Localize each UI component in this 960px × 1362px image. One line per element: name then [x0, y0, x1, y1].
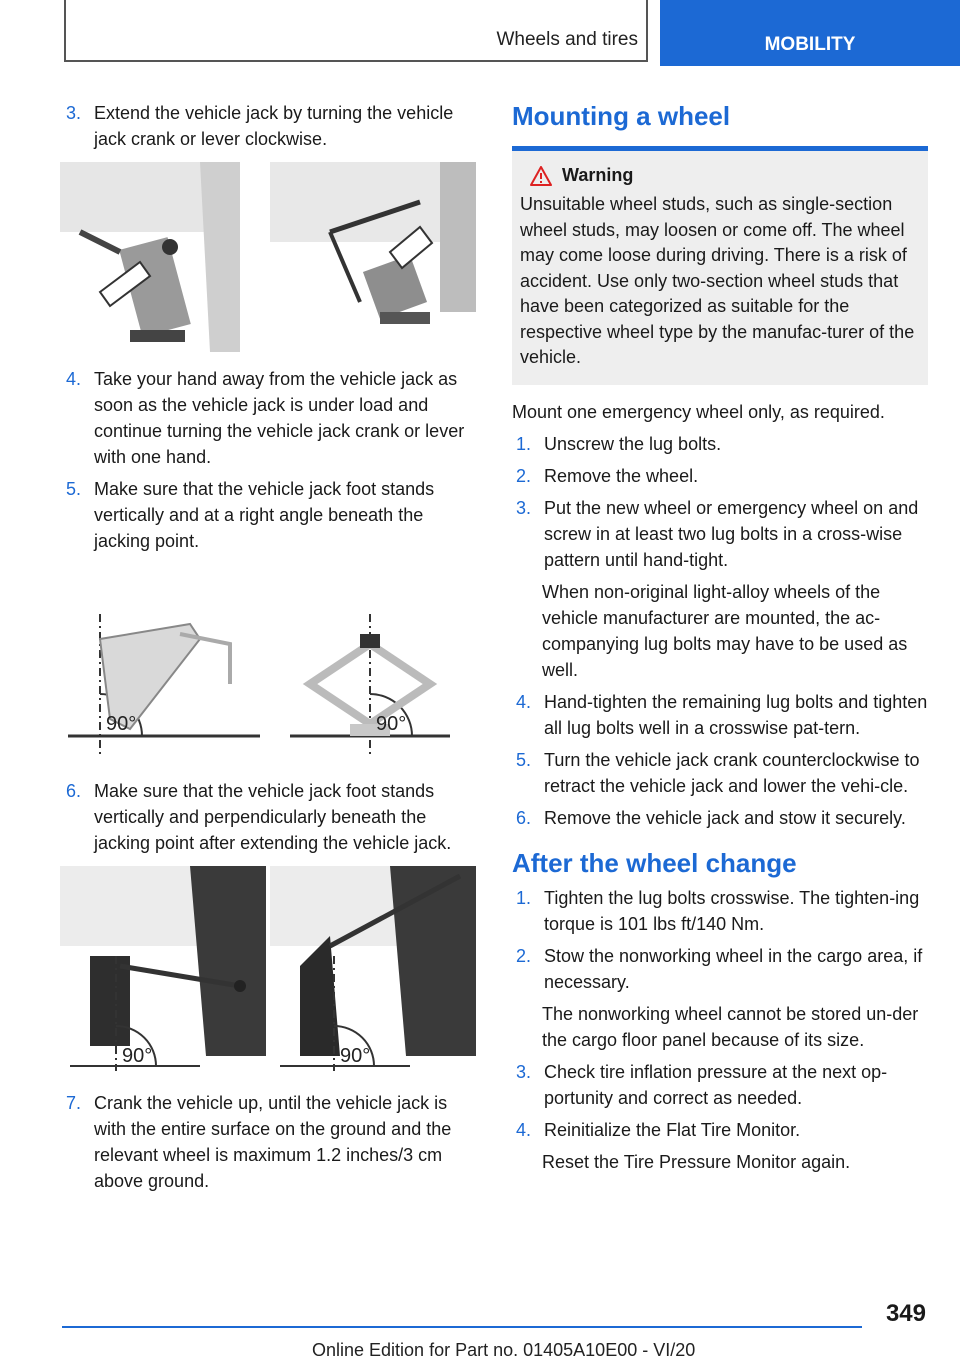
step-3 — [62, 100, 478, 152]
after-step-3 — [512, 1059, 928, 1111]
step-number: 6. — [66, 781, 82, 801]
chapter-tab: MOBILITY — [660, 0, 960, 66]
after-step-2 — [512, 943, 928, 995]
step-5 — [62, 476, 478, 554]
jack-crank-illustration-2 — [270, 162, 476, 352]
mount-step-2 — [512, 463, 928, 489]
figure-jack-perpendicular — [60, 866, 478, 1076]
mount-step-3-note: When non-original light-alloy wheels of the vehicle manufacturer are mounted, the ac-companying lug bolts may have to be used as well. — [542, 581, 908, 680]
angle-label: 90° — [376, 713, 407, 735]
step-text: Tighten the lug bolts crosswise. The tighten-ing torque is 101 lbs ft/140 Nm. — [544, 887, 920, 934]
warning-box — [512, 146, 928, 385]
step-number: 3. — [516, 497, 532, 518]
step-4 — [62, 366, 478, 470]
step-number: 2. — [516, 945, 532, 966]
step-number: 7. — [66, 1093, 82, 1113]
mount-step-6 — [512, 805, 928, 831]
mount-step-4 — [512, 689, 928, 741]
warning-header — [520, 165, 920, 186]
step-text: Check tire inflation pressure at the next op-portunity and correct as needed. — [544, 1061, 888, 1108]
angle-label: 90° — [106, 713, 137, 735]
warning-title: Warning — [562, 165, 634, 185]
angle-label: 90° — [122, 1045, 153, 1067]
step-text: Reinitialize the Flat Tire Monitor. — [544, 1119, 801, 1140]
step-number: 3. — [516, 1061, 532, 1082]
step-number: 4. — [516, 1119, 532, 1140]
step-text: Hand-tighten the remaining lug bolts and tighten all lug bolts well in a crosswise pat-tern. — [544, 691, 928, 738]
step-6 — [62, 778, 478, 856]
step-text: Turn the vehicle jack crank counterclockwise to retract the vehicle jack and lower the vehi-cle. — [544, 749, 920, 796]
page-header — [64, 0, 960, 64]
step-number: 2. — [516, 465, 532, 486]
jack-front-view-illustration — [270, 594, 476, 764]
section-heading-after-change: After the wheel change — [512, 847, 797, 878]
after-step-1 — [512, 885, 928, 937]
step-7 — [62, 1090, 478, 1194]
step-number: 4. — [66, 369, 82, 389]
section-heading-mounting: Mounting a wheel — [512, 101, 731, 131]
step-number: 1. — [516, 433, 532, 454]
step-text: Take your hand away from the vehicle jack as soon as the vehicle jack is under load and continue turning the vehicle jack crank or lever with one hand. — [94, 369, 465, 467]
mount-step-1 — [512, 431, 928, 457]
step-number: 6. — [516, 807, 532, 828]
mount-step-5 — [512, 747, 928, 799]
warning-text: Unsuitable wheel studs, such as single-section wheel studs, may loosen or come off. The wheel may come loose during driving. There is a risk of accident. Use only two-section wheel studs that have been categorized as suitable for the respective wheel type by the manufac-turer of the vehicle. — [520, 194, 915, 367]
jack-under-vehicle-illustration-1 — [60, 866, 266, 1076]
after-step-4-note: Reset the Tire Pressure Monitor again. — [542, 1151, 851, 1172]
step-number: 3. — [66, 103, 82, 123]
section-title: Wheels and tires — [496, 29, 638, 50]
step-number: 5. — [66, 479, 82, 499]
step-text: Crank the vehicle up, until the vehicle jack is with the entire surface on the ground and the relevant wheel is maximum 1.2 inches/3 cm above ground. — [94, 1093, 452, 1191]
step-number: 5. — [516, 749, 532, 770]
jack-crank-illustration-1 — [60, 162, 266, 352]
step-text: Make sure that the vehicle jack foot stands vertically and at a right angle beneath the jacking point. — [94, 479, 435, 551]
step-text: Extend the vehicle jack by turning the vehicle jack crank or lever clockwise. — [94, 103, 454, 149]
left-column — [62, 100, 478, 1200]
step-text: Remove the wheel. — [544, 465, 699, 486]
footer-rule — [62, 1326, 862, 1328]
step-text: Unscrew the lug bolts. — [544, 433, 722, 454]
figure-jack-right-angle — [60, 594, 478, 764]
mount-step-3 — [512, 495, 928, 573]
mounting-intro: Mount one emergency wheel only, as required. — [512, 401, 885, 422]
jack-side-view-illustration — [60, 594, 266, 764]
step-number: 1. — [516, 887, 532, 908]
step-number: 4. — [516, 691, 532, 712]
step-text: Stow the nonworking wheel in the cargo area, if necessary. — [544, 945, 923, 992]
step-text: Make sure that the vehicle jack foot stands vertically and perpendicularly beneath the jacking point after extending the vehicle jack. — [94, 781, 452, 853]
after-step-4 — [512, 1117, 928, 1143]
step-text: Put the new wheel or emergency wheel on and screw in at least two lug bolts in a cross-wise pattern until hand-tight. — [544, 497, 919, 570]
after-step-2-note: The nonworking wheel cannot be stored un-der the cargo floor panel because of its size. — [542, 1003, 919, 1050]
footer-edition: Online Edition for Part no. 01405A10E00 - VI/20 — [312, 1340, 696, 1360]
warning-triangle-icon — [530, 166, 552, 186]
step-text: Remove the vehicle jack and stow it securely. — [544, 807, 906, 828]
jack-under-vehicle-illustration-2 — [270, 866, 476, 1076]
angle-label: 90° — [340, 1045, 371, 1067]
page-number: 349 — [885, 1300, 926, 1327]
figure-jack-crank — [60, 162, 478, 352]
right-column — [512, 100, 928, 1181]
